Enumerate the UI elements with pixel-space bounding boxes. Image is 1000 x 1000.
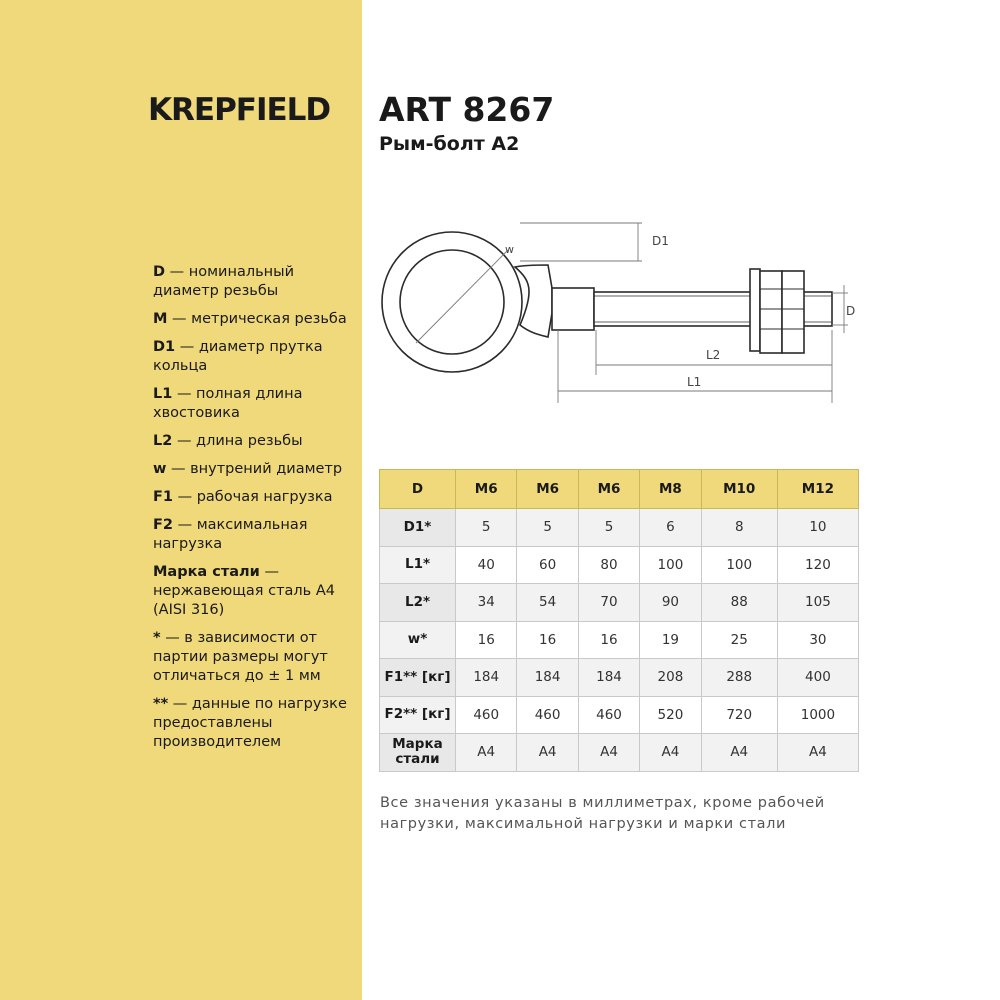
table-cell: 6 xyxy=(640,509,701,547)
table-cell: 16 xyxy=(456,621,517,659)
table-cell: 25 xyxy=(701,621,777,659)
table-cell: 54 xyxy=(517,584,578,622)
table-cell: 1000 xyxy=(777,696,858,734)
table-cell: 16 xyxy=(578,621,639,659)
table-cell: 90 xyxy=(640,584,701,622)
table-row xyxy=(380,621,859,659)
table-cell: 460 xyxy=(578,696,639,734)
table-cell: A4 xyxy=(701,734,777,772)
table-cell: 400 xyxy=(777,659,858,697)
table-cell: 120 xyxy=(777,546,858,584)
ring-outer xyxy=(382,232,522,372)
legend-item: Марка стали — нержавеющая сталь A4 (AISI 316) xyxy=(153,564,335,618)
column-header: M6 xyxy=(578,470,639,509)
legend-item: L2 — длина резьбы xyxy=(153,433,303,449)
row-label: F1** [кг] xyxy=(380,659,456,697)
legend-item: w — внутрений диаметр xyxy=(153,461,343,477)
table-cell: A4 xyxy=(517,734,578,772)
table-cell: A4 xyxy=(777,734,858,772)
nut xyxy=(760,271,782,353)
table-cell: 288 xyxy=(701,659,777,697)
table-cell: 208 xyxy=(640,659,701,697)
table-cell: A4 xyxy=(578,734,639,772)
units-note: Все значения указаны в миллиметрах, кроме рабочей нагрузки, максимальной нагрузки и марки стали xyxy=(380,795,825,832)
column-header: M10 xyxy=(701,470,777,509)
table-cell: A4 xyxy=(640,734,701,772)
table-cell: 720 xyxy=(701,696,777,734)
w-label: w xyxy=(505,243,514,256)
shank xyxy=(552,288,594,330)
table-cell: 100 xyxy=(701,546,777,584)
table-row xyxy=(380,734,859,772)
column-header: M6 xyxy=(456,470,517,509)
legend-item: F1 — рабочая нагрузка xyxy=(153,489,333,505)
row-label: Марка стали xyxy=(380,734,456,772)
table-cell: 100 xyxy=(640,546,701,584)
table-cell: 105 xyxy=(777,584,858,622)
legend-item: M — метрическая резьба xyxy=(153,311,347,327)
column-header: M12 xyxy=(777,470,858,509)
brand-logo: KREPFIELD xyxy=(148,92,331,128)
row-label: D1* xyxy=(380,509,456,547)
table-cell: 80 xyxy=(578,546,639,584)
table-cell: A4 xyxy=(456,734,517,772)
table-cell: 460 xyxy=(456,696,517,734)
legend-item: * — в зависимости от партии размеры могут отличаться до ± 1 мм xyxy=(153,630,328,684)
spec-table xyxy=(379,469,859,772)
legend-item: L1 — полная длина хвостовика xyxy=(153,386,303,421)
table-cell: 19 xyxy=(640,621,701,659)
table-cell: 460 xyxy=(517,696,578,734)
table-cell: 184 xyxy=(517,659,578,697)
table-cell: 60 xyxy=(517,546,578,584)
row-label: w* xyxy=(380,621,456,659)
table-cell: 5 xyxy=(578,509,639,547)
article-number: ART 8267 xyxy=(379,90,555,129)
row-label: L2* xyxy=(380,584,456,622)
table-cell: 184 xyxy=(456,659,517,697)
table-row xyxy=(380,546,859,584)
row-label: L1* xyxy=(380,546,456,584)
table-cell: 184 xyxy=(578,659,639,697)
table-cell: 8 xyxy=(701,509,777,547)
collar xyxy=(515,265,552,337)
l2-label: L2 xyxy=(706,348,721,362)
table-cell: 520 xyxy=(640,696,701,734)
row-label: F2** [кг] xyxy=(380,696,456,734)
table-header-row xyxy=(380,470,859,509)
legend-item: D — номинальный диаметр резьбы xyxy=(153,264,295,299)
product-title: Рым-болт A2 xyxy=(379,133,520,155)
table-row xyxy=(380,696,859,734)
d-label: D xyxy=(846,304,856,318)
table-cell: 16 xyxy=(517,621,578,659)
legend xyxy=(153,263,353,761)
legend-item: F2 — максимальная нагрузка xyxy=(153,517,308,552)
table-cell: 70 xyxy=(578,584,639,622)
l1-label: L1 xyxy=(687,375,702,389)
table-cell: 5 xyxy=(517,509,578,547)
table-cell: 88 xyxy=(701,584,777,622)
column-header: M8 xyxy=(640,470,701,509)
table-row xyxy=(380,584,859,622)
table-cell: 30 xyxy=(777,621,858,659)
column-header: M6 xyxy=(517,470,578,509)
legend-item: ** — данные по нагрузке предоставлены производителем xyxy=(153,696,347,750)
legend-item: D1 — диаметр прутка кольца xyxy=(153,339,323,374)
w-dimension-line xyxy=(416,250,508,343)
table-cell: 34 xyxy=(456,584,517,622)
ring-inner xyxy=(400,250,504,354)
table-row xyxy=(380,509,859,547)
d1-label: D1 xyxy=(652,234,669,248)
washer xyxy=(750,269,760,351)
header-label: D xyxy=(380,470,456,509)
table-cell: 5 xyxy=(456,509,517,547)
table-cell: 40 xyxy=(456,546,517,584)
eye-bolt-diagram xyxy=(370,205,870,415)
table-cell: 10 xyxy=(777,509,858,547)
table-row xyxy=(380,659,859,697)
